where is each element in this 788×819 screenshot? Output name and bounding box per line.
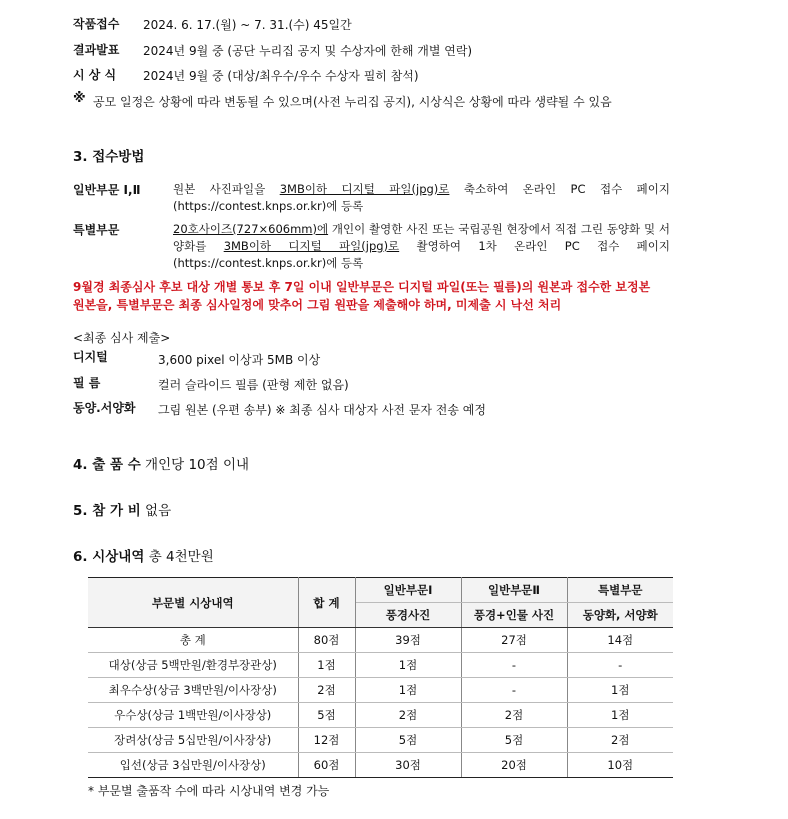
section5-value: 없음: [145, 503, 172, 519]
row-name: 장려상(상금 5십만원/이사장상): [88, 728, 298, 753]
final-item-value-film: 컬러 슬라이드 필름 (판형 제한 없음): [158, 378, 349, 392]
section4-title: 4. 출 품 수: [73, 457, 141, 473]
table-row: [88, 628, 673, 653]
subheader-general-1: 풍경사진: [355, 603, 461, 628]
schedule-label-submission: 작품접수: [73, 17, 120, 31]
row-name: 우수상(상금 1백만원/이사장상): [88, 703, 298, 728]
row-general-2: -: [461, 678, 567, 703]
schedule-label-ceremony: 시 상 식: [73, 68, 117, 82]
row-general-2: 20점: [461, 753, 567, 778]
special-category-label: 특별부문: [73, 223, 120, 237]
general-desc-underline: 3MB이하 디지털 파일(jpg)로: [279, 182, 450, 196]
row-name: 대상(상금 5백만원/환경부장관상): [88, 653, 298, 678]
section5-title: 5. 참 가 비: [73, 503, 141, 519]
table-row: [88, 678, 673, 703]
note-mark: ※: [73, 91, 86, 106]
row-general-1: 30점: [355, 753, 461, 778]
row-total: 12점: [298, 728, 355, 753]
section4-value: 개인당 10점 이내: [145, 457, 250, 473]
row-general-1: 5점: [355, 728, 461, 753]
warning-line-1: 9월경 최종심사 후보 대상 개별 통보 후 7일 이내 일반부문은 디지털 파일(또는 필름)의 원본과 접수한 보정본: [73, 280, 651, 294]
final-item-label-digital: 디지털: [73, 350, 108, 364]
row-general-1: 2점: [355, 703, 461, 728]
final-review-title: <최종 심사 제출>: [73, 331, 171, 345]
row-special: 2점: [567, 728, 673, 753]
special-category-desc: [173, 221, 670, 272]
table-footnote: * 부문별 출품작 수에 따라 시상내역 변경 가능: [88, 784, 330, 798]
special-desc-underline-2: 3MB이하 디지털 파일(jpg)로: [223, 239, 400, 253]
header-general-1: 일반부문Ⅰ: [355, 578, 461, 603]
row-general-2: 27점: [461, 628, 567, 653]
section3-title: 3. 접수방법: [73, 149, 145, 165]
row-name: 총 계: [88, 628, 298, 653]
subheader-general-2: 풍경+인물 사진: [461, 603, 567, 628]
row-special: 10점: [567, 753, 673, 778]
table-row: [88, 728, 673, 753]
subheader-special: 동양화, 서양화: [567, 603, 673, 628]
row-total: 80점: [298, 628, 355, 653]
section4: [73, 453, 249, 473]
award-table: [88, 577, 673, 778]
section6-value: 총 4천만원: [148, 549, 214, 565]
general-category-label: 일반부문 Ⅰ,Ⅱ: [73, 183, 141, 197]
special-desc-underline-1: 20호사이즈(727×606mm)에: [173, 222, 329, 236]
row-total: 1점: [298, 653, 355, 678]
row-general-1: 1점: [355, 653, 461, 678]
schedule-label-announcement: 결과발표: [73, 43, 120, 57]
general-desc-pre: 원본 사진파일을: [173, 182, 280, 196]
section5: [73, 499, 171, 519]
table-row: [88, 703, 673, 728]
header-special: 특별부문: [567, 578, 673, 603]
row-special: 14점: [567, 628, 673, 653]
general-desc-post: 축소하여 온라인 PC 접수 페이지 (https://contest.knps.or.kr)에 등록: [173, 182, 671, 213]
final-item-label-film: 필 름: [73, 376, 101, 390]
row-special: 1점: [567, 703, 673, 728]
special-desc-mid: 개인이 촬영한 사진 또는 국립공원 현장에서 직접 그린 동양화 및 서양화를: [173, 222, 670, 253]
section6-title: 6. 시상내역: [73, 549, 145, 565]
schedule-value-ceremony: 2024년 9월 중 (대상/최우수/우수 수상자 필히 참석): [143, 69, 419, 83]
final-item-value-painting: 그림 원본 (우편 송부) ※ 최종 심사 대상자 사전 문자 전송 예정: [158, 403, 486, 417]
row-total: 2점: [298, 678, 355, 703]
row-general-2: 5점: [461, 728, 567, 753]
schedule-value-submission: 2024. 6. 17.(월) ~ 7. 31.(수) 45일간: [143, 18, 352, 32]
header-category: 부문별 시상내역: [88, 578, 298, 628]
row-special: 1점: [567, 678, 673, 703]
row-special: -: [567, 653, 673, 678]
row-general-1: 39점: [355, 628, 461, 653]
schedule-value-announcement: 2024년 9월 중 (공단 누리집 공지 및 수상자에 한해 개별 연락): [143, 44, 473, 58]
row-name: 최우수상(상금 3백만원/이사장상): [88, 678, 298, 703]
special-desc-post: 촬영하여 1차 온라인 PC 접수 페이지 (https://contest.knps.or.kr)에 등록: [173, 239, 670, 270]
warning-line-2: 원본을, 특별부문은 최종 심사일정에 맞추어 그림 원판을 제출해야 하며, 미제출 시 낙선 처리: [73, 298, 562, 312]
header-general-2: 일반부문Ⅱ: [461, 578, 567, 603]
row-total: 60점: [298, 753, 355, 778]
header-total: 합 계: [298, 578, 355, 628]
final-item-label-painting: 동양.서양화: [73, 401, 136, 415]
row-general-1: 1점: [355, 678, 461, 703]
table-row: [88, 653, 673, 678]
row-general-2: -: [461, 653, 567, 678]
row-general-2: 2점: [461, 703, 567, 728]
final-item-value-digital: 3,600 pixel 이상과 5MB 이상: [158, 353, 321, 367]
general-category-desc: [173, 181, 670, 215]
schedule-note: 공모 일정은 상황에 따라 변동될 수 있으며(사전 누리집 공지), 시상식은 상황에 따라 생략될 수 있음: [93, 95, 612, 109]
row-name: 입선(상금 3십만원/이사장상): [88, 753, 298, 778]
row-total: 5점: [298, 703, 355, 728]
table-row: [88, 753, 673, 778]
section6: [73, 545, 214, 565]
